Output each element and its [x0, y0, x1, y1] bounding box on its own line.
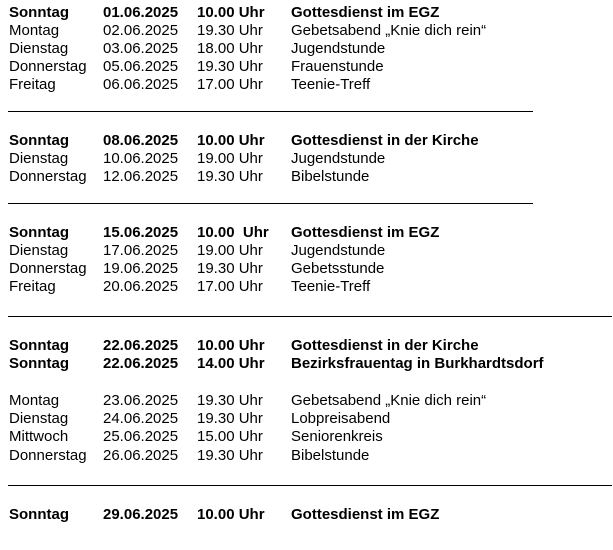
event-cell: Bezirksfrauentag in Burkhardtsdorf: [291, 355, 544, 372]
time-cell: 15.00 Uhr: [197, 428, 263, 445]
day-cell: Dienstag: [9, 242, 69, 259]
event-cell: Gottesdienst in der Kirche: [291, 132, 479, 149]
date-cell: 22.06.2025: [103, 337, 179, 354]
time-cell: 10.00 Uhr: [197, 506, 265, 523]
day-cell: Donnerstag: [9, 168, 87, 185]
event-cell: Teenie-Treff: [291, 76, 371, 93]
time-cell: 19.30 Uhr: [197, 22, 263, 39]
date-cell: 08.06.2025: [103, 132, 179, 149]
time-cell: 19.30 Uhr: [197, 447, 263, 464]
time-cell: 19.30 Uhr: [197, 392, 263, 409]
time-cell: 19.30 Uhr: [197, 168, 263, 185]
section-divider: [8, 111, 533, 112]
date-cell: 15.06.2025: [103, 224, 179, 241]
date-cell: 17.06.2025: [103, 242, 179, 259]
event-cell: Gebetsstunde: [291, 260, 385, 277]
day-cell: Dienstag: [9, 150, 69, 167]
time-cell: 17.00 Uhr: [197, 76, 263, 93]
day-cell: Donnerstag: [9, 447, 87, 464]
date-cell: 10.06.2025: [103, 150, 179, 167]
time-cell: 10.00 Uhr: [197, 4, 265, 21]
time-cell: 19.00 Uhr: [197, 242, 263, 259]
event-cell: Teenie-Treff: [291, 278, 371, 295]
day-cell: Sonntag: [9, 224, 69, 241]
day-cell: Montag: [9, 392, 60, 409]
time-cell: 17.00 Uhr: [197, 278, 263, 295]
time-cell: 10.00 Uhr: [197, 337, 265, 354]
time-cell: 19.30 Uhr: [197, 410, 263, 427]
day-cell: Donnerstag: [9, 58, 87, 75]
date-cell: 20.06.2025: [103, 278, 179, 295]
date-cell: 29.06.2025: [103, 506, 179, 523]
date-cell: 26.06.2025: [103, 447, 179, 464]
date-cell: 01.06.2025: [103, 4, 179, 21]
event-cell: Lobpreisabend: [291, 410, 391, 427]
time-cell: 10.00 Uhr: [197, 132, 265, 149]
event-cell: Jugendstunde: [291, 242, 386, 259]
event-cell: Jugendstunde: [291, 150, 386, 167]
section-divider: [8, 485, 612, 486]
event-cell: Bibelstunde: [291, 168, 370, 185]
day-cell: Montag: [9, 22, 60, 39]
date-cell: 25.06.2025: [103, 428, 179, 445]
date-cell: 02.06.2025: [103, 22, 179, 39]
date-cell: 23.06.2025: [103, 392, 179, 409]
date-cell: 22.06.2025: [103, 355, 179, 372]
day-cell: Dienstag: [9, 40, 69, 57]
day-cell: Freitag: [9, 278, 56, 295]
day-cell: Freitag: [9, 76, 56, 93]
day-cell: Donnerstag: [9, 260, 87, 277]
time-cell: 19.00 Uhr: [197, 150, 263, 167]
event-cell: Gottesdienst im EGZ: [291, 224, 440, 241]
event-cell: Frauenstunde: [291, 58, 384, 75]
day-cell: Sonntag: [9, 4, 69, 21]
section-divider: [8, 203, 533, 204]
time-cell: 14.00 Uhr: [197, 355, 265, 372]
time-cell: 19.30 Uhr: [197, 260, 263, 277]
event-cell: Jugendstunde: [291, 40, 386, 57]
day-cell: Sonntag: [9, 132, 69, 149]
event-cell: Seniorenkreis: [291, 428, 383, 445]
event-cell: Gottesdienst im EGZ: [291, 506, 440, 523]
day-cell: Dienstag: [9, 410, 69, 427]
date-cell: 12.06.2025: [103, 168, 179, 185]
event-cell: Bibelstunde: [291, 447, 370, 464]
time-cell: 19.30 Uhr: [197, 58, 263, 75]
time-cell: 10.00 Uhr: [197, 224, 269, 241]
date-cell: 06.06.2025: [103, 76, 179, 93]
day-cell: Sonntag: [9, 355, 69, 372]
time-cell: 18.00 Uhr: [197, 40, 263, 57]
day-cell: Mittwoch: [9, 428, 69, 445]
event-cell: Gebetsabend „Knie dich rein“: [291, 22, 487, 39]
date-cell: 19.06.2025: [103, 260, 179, 277]
date-cell: 05.06.2025: [103, 58, 179, 75]
section-divider: [8, 316, 612, 317]
day-cell: Sonntag: [9, 506, 69, 523]
event-cell: Gottesdienst im EGZ: [291, 4, 440, 21]
event-cell: Gottesdienst in der Kirche: [291, 337, 479, 354]
date-cell: 24.06.2025: [103, 410, 179, 427]
event-cell: Gebetsabend „Knie dich rein“: [291, 392, 487, 409]
date-cell: 03.06.2025: [103, 40, 179, 57]
day-cell: Sonntag: [9, 337, 69, 354]
